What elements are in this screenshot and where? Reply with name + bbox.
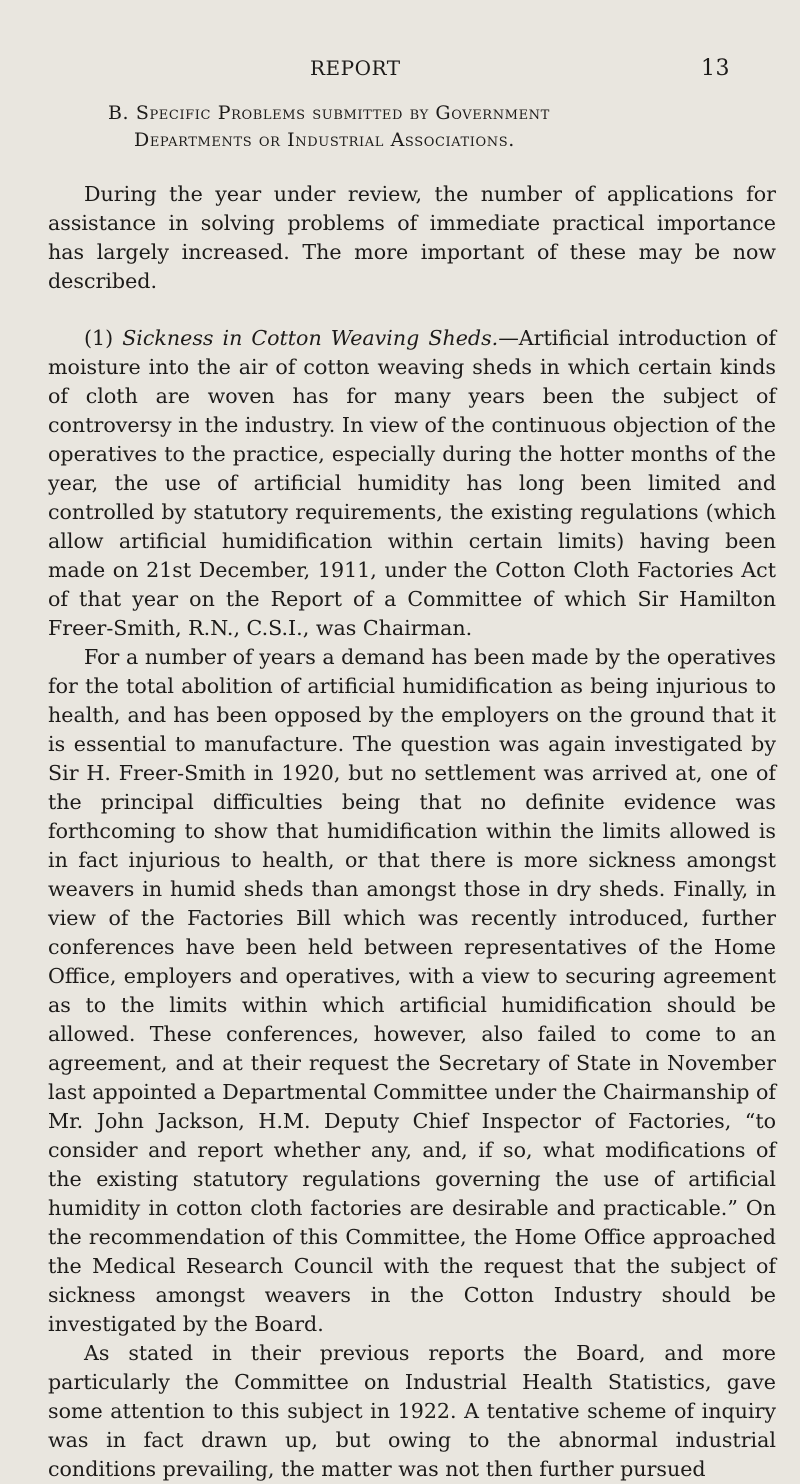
item-1-paragraph	[48, 324, 776, 643]
paragraph-3: For a number of years a demand has been made by the operatives for the total abolition of artificial humidification as being injurious to health, and has been opposed by the employers on the ground that it is essential to manufacture. The question was again investigated by Sir H. Freer-Smith in 1920, but no settlement was arrived at, one of the principal difficulties being that no definite evidence was forthcoming to show that humidification within the limits allowed is in fact injurious to health, or that there is more sickness amongst weavers in humid sheds than amongst those in dry sheds. Finally, in view of the Factories Bill which was recently introduced, further conferences have been held between representatives of the Home Office, employers and operatives, with a view to securing agreement as to the limits within which artificial humidification should be allowed. These conferences, however, also failed to come to an agreement, and at their request the Secretary of State in November last appointed a Departmental Committee under the Chairmanship of Mr. John Jackson, H.M. Deputy Chief Inspector of Factories, “to consider and report whether any, and, if so, what modifications of the existing statutory regulations governing the use of artificial humidity in cotton cloth factories are desirable and practicable.” On the recommendation of this Committee, the Home Office approached the Medical Research Council with the request that the subject of sickness amongst weavers in the Cotton Industry should be investigated by the Board.	[48, 645, 776, 1336]
body-text	[48, 180, 776, 1484]
section-heading-line-1: B. Specific Problems submitted by Government	[108, 102, 550, 124]
section-heading-line-2: Departments or Industrial Associations.	[134, 129, 515, 151]
section-heading	[48, 100, 760, 154]
running-head	[310, 56, 730, 86]
item-1-text: —Artificial introduction of moisture into the air of cotton weaving sheds in which certain kinds of cloth are woven has for many years been the subject of controversy in the industry. In view of the continuous objection of the operatives to the practice, especially during the hotter months of the year, the use of artificial humidity has long been limited and controlled by statutory requirements, the existing regulations (which allow artificial humidification within certain limits) having been made on 21st December, 1911, under the Cotton Cloth Factories Act of that year on the Report of a Committee of which Sir Hamilton Freer-Smith, R.N., C.S.I., was Chairman.	[48, 326, 776, 640]
running-title: REPORT	[310, 56, 401, 80]
page-number: 13	[701, 56, 730, 81]
intro-paragraph: During the year under review, the number of applications for assistance in solving problems of immediate practical importance has largely increased. The more important of these may be now described.	[48, 182, 776, 293]
paragraph-4: As stated in their previous reports the Board, and more particularly the Committee on Industrial Health Statistics, gave some attention to this subject in 1922. A tentative scheme of inquiry was in fact drawn up, but owing to the abnormal industrial conditions prevailing, the matter was not then further pursued	[48, 1341, 776, 1481]
item-1-title: Sickness in Cotton Weaving Sheds.	[122, 326, 499, 350]
item-1-number: (1)	[84, 326, 123, 350]
